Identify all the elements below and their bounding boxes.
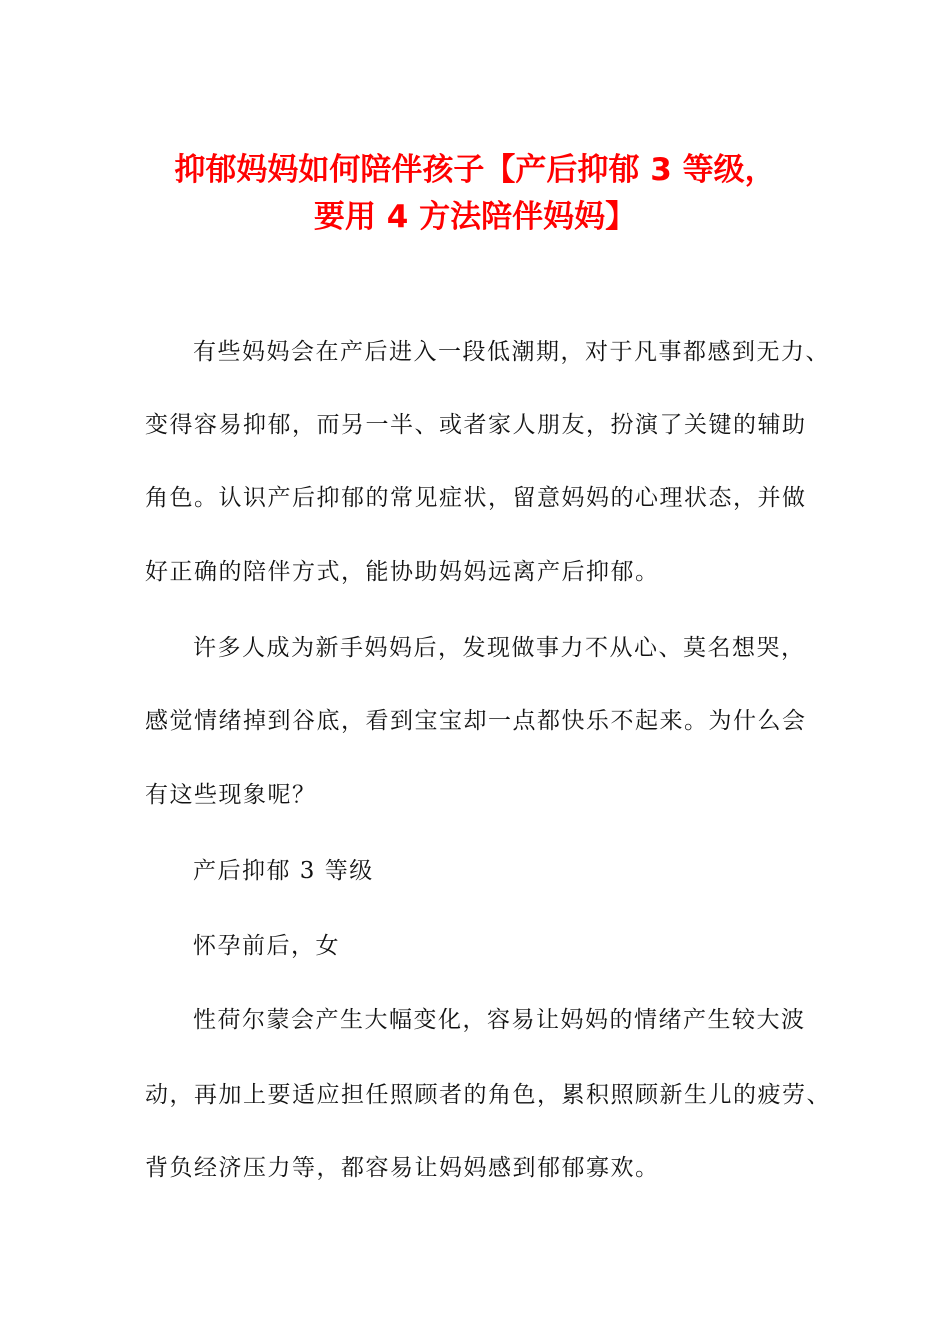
body-line: 怀孕前后，女: [193, 933, 340, 959]
body-line: 有些妈妈会在产后进入一段低潮期，对于凡事都感到无力、: [193, 339, 830, 365]
document-title-line-1: 抑郁妈妈如何陪伴孩子【产后抑郁 3 等级，: [174, 152, 776, 188]
body-line: 好正确的陪伴方式，能协助妈妈远离产后抑郁。: [145, 559, 660, 585]
body-line: 性荷尔蒙会产生大幅变化，容易让妈妈的情绪产生较大波: [193, 1007, 806, 1033]
body-line: 变得容易抑郁，而另一半、或者家人朋友，扮演了关键的辅助: [145, 412, 807, 438]
body-line: 许多人成为新手妈妈后，发现做事力不从心、莫名想哭，: [193, 635, 806, 661]
body-line: 背负经济压力等，都容易让妈妈感到郁郁寡欢。: [145, 1155, 660, 1181]
body-line: 有这些现象呢？: [145, 782, 317, 808]
body-line: 动，再加上要适应担任照顾者的角色，累积照顾新生儿的疲劳、: [145, 1082, 831, 1108]
body-line: 角色。认识产后抑郁的常见症状，留意妈妈的心理状态，并做: [145, 485, 807, 511]
body-line: 感觉情绪掉到谷底，看到宝宝却一点都快乐不起来。为什么会: [145, 708, 807, 734]
document-title-line-2: 要用 4 方法陪伴妈妈】: [313, 199, 637, 235]
section-heading: 产后抑郁 3 等级: [193, 858, 374, 884]
